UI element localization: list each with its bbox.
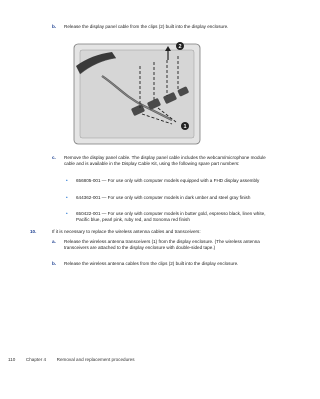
- step-letter: b.: [52, 261, 57, 266]
- step-text: Release the display panel cable from the clips (2) built into the display enclosure.: [64, 24, 229, 29]
- step-b-release-display-cable: [52, 24, 272, 30]
- step-letter: a.: [52, 239, 56, 244]
- bullet-dot: •: [66, 195, 68, 200]
- display-enclosure-drawing: [72, 36, 202, 148]
- step-a-release-transceivers: [52, 239, 272, 251]
- step-c-remove-display-cable: [52, 155, 272, 167]
- callout-1-label: 1: [183, 124, 187, 130]
- callout-2-label: 2: [178, 44, 182, 50]
- page-number: 110: [8, 357, 16, 362]
- footer-chapter: Chapter 4: [25, 357, 47, 362]
- bullet-text: 650422-001 — For use only with computer models in butter gold, espresso black, linen white, Pacific blue, pearl pink, ruby red, and Sonoma red finish: [76, 211, 266, 222]
- step-number: 10.: [30, 229, 37, 234]
- spare-part-bullet-1: [66, 178, 266, 184]
- step-b-release-antenna-cables: [52, 261, 272, 267]
- step-text: Remove the display panel cable. The display panel cable includes the webcam/microphone module cable and is available in the Display Cable Kit, using the following spare part numbers:: [64, 155, 266, 166]
- step-10-wireless-antenna: [30, 229, 272, 235]
- spare-part-bullet-3: [66, 211, 266, 223]
- step-text: If it is necessary to replace the wireless antenna cables and transceivers:: [52, 229, 201, 234]
- step-letter: b.: [52, 24, 57, 29]
- step-text: Release the wireless antenna cables from the clips (2) built into the display enclosure.: [64, 261, 239, 266]
- footer-section: Removal and replacement procedures: [56, 357, 135, 362]
- step-text: Release the wireless antenna transceivers (1) from the display enclosure. (The wireless antenna transceivers are attached to the display enclosure with double-sided tape.): [64, 239, 260, 250]
- display-enclosure-illustration: [72, 36, 202, 148]
- bullet-dot: •: [66, 178, 68, 183]
- bullet-text: 656805-001 — For use only with computer models equipped with a FHD display assembly: [76, 178, 260, 183]
- bullet-dot: •: [66, 211, 68, 216]
- bullet-text: 644362-001 — For use only with computer models in dark umber and steel gray finish: [76, 195, 251, 200]
- page-footer: [8, 357, 135, 362]
- spare-part-bullet-2: [66, 195, 266, 201]
- step-letter: c.: [52, 155, 56, 160]
